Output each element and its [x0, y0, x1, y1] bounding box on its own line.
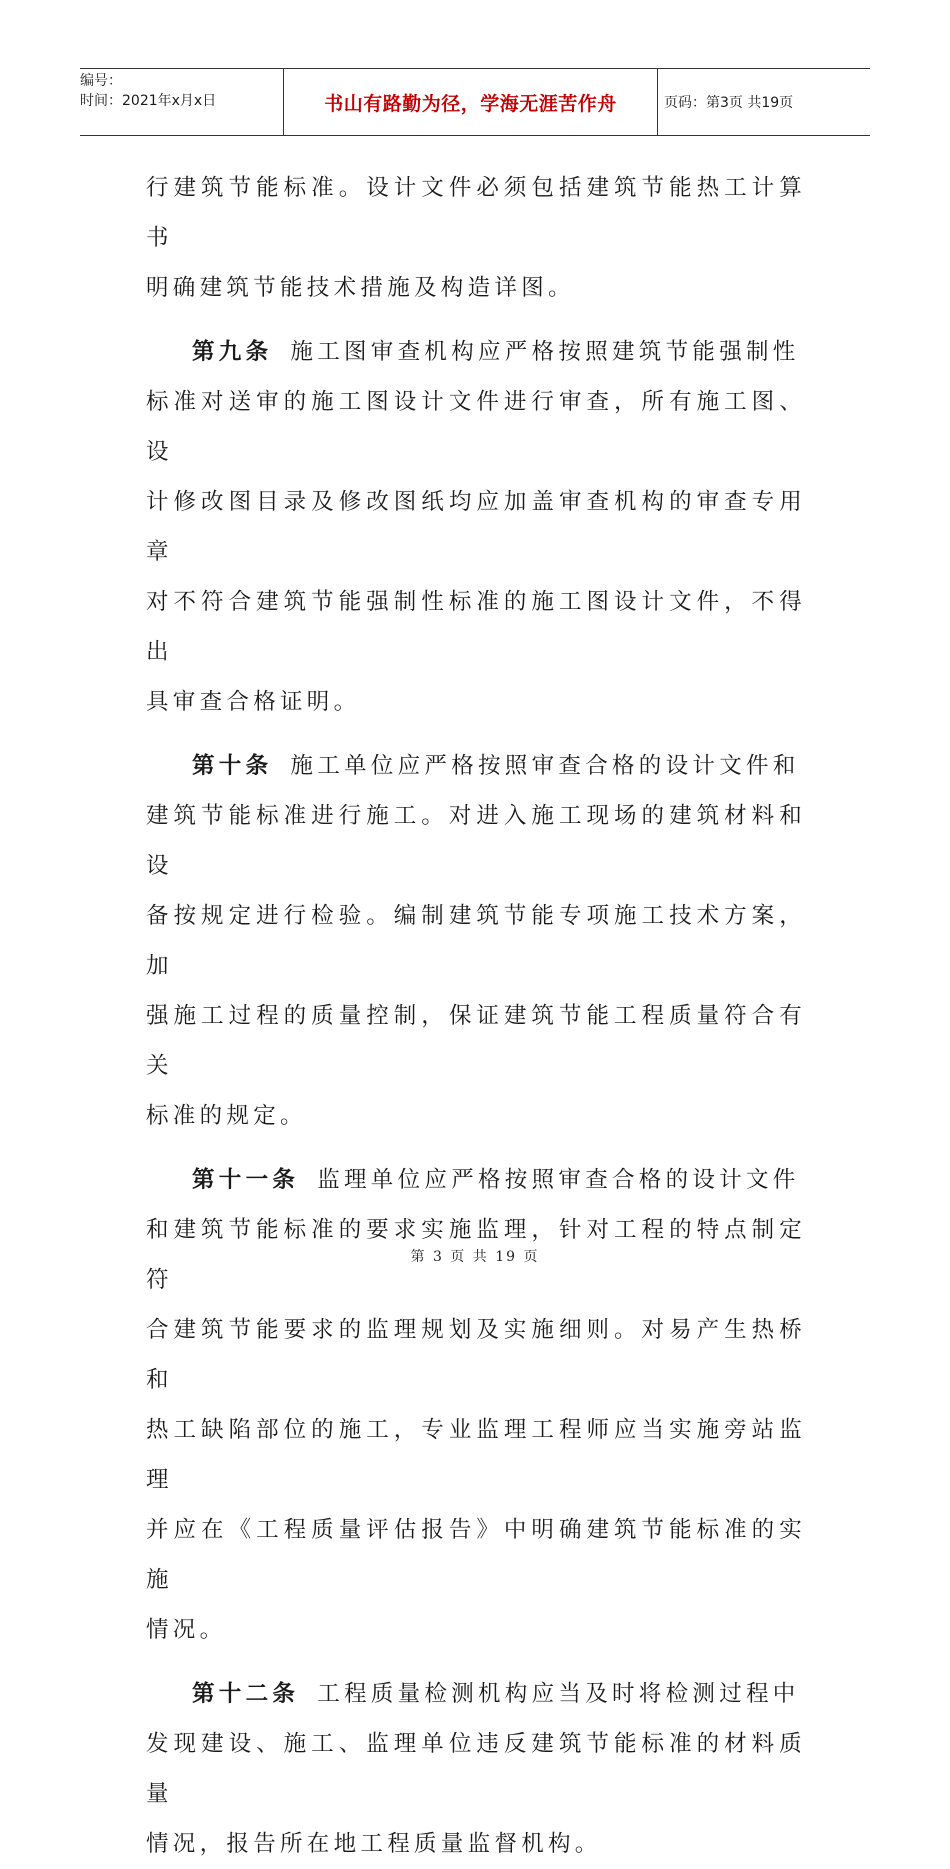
article-12	[146, 1669, 806, 1719]
body-line: 和建筑节能标准的要求实施监理，针对工程的特点制定符	[146, 1217, 806, 1293]
header-motto-cell	[284, 69, 658, 135]
body-line: 并应在《工程质量评估报告》中明确建筑节能标准的实施	[146, 1517, 806, 1593]
header-motto: 书山有路勤为径，学海无涯苦作舟	[324, 92, 617, 115]
header-time: 时间：2021年x月x日	[80, 93, 217, 109]
body-line: 计修改图目录及修改图纸均应加盖审查机构的审查专用章	[146, 489, 806, 565]
article-label: 第九条	[192, 339, 273, 365]
body-line: 强施工过程的质量控制，保证建筑节能工程质量符合有关	[146, 1003, 806, 1079]
page-footer: 第 3 页 共 19 页	[410, 1249, 540, 1265]
article-label: 第十二条	[192, 1681, 300, 1707]
body-line: 明确建筑节能技术措施及构造详图。	[146, 275, 575, 301]
article-label: 第十一条	[192, 1167, 300, 1193]
article-10	[146, 741, 806, 791]
body-line: 发现建设、施工、监理单位违反建筑节能标准的材料质量	[146, 1731, 806, 1807]
body-line: 备按规定进行检验。编制建筑节能专项施工技术方案，加	[146, 903, 806, 979]
body-line: 标准对送审的施工图设计文件进行审查，所有施工图、设	[146, 389, 806, 465]
body-line: 情况，报告所在地工程质量监督机构。	[146, 1831, 602, 1857]
header-number: 编号：	[80, 73, 122, 89]
page-header	[80, 68, 870, 136]
body-line: 合建筑节能要求的监理规划及实施细则。对易产生热桥和	[146, 1317, 806, 1393]
article-text: 工程质量检测机构应当及时将检测过程中	[317, 1681, 800, 1707]
article-text: 施工图审查机构应严格按照建筑节能强制性	[290, 339, 800, 365]
body-line: 标准的规定。	[146, 1103, 307, 1129]
article-text: 施工单位应严格按照审查合格的设计文件和	[290, 753, 800, 779]
body-line: 情况。	[146, 1617, 227, 1643]
body-line: 热工缺陷部位的施工，专业监理工程师应当实施旁站监理	[146, 1417, 806, 1493]
header-meta	[80, 69, 284, 135]
body-line: 具审查合格证明。	[146, 689, 361, 715]
article-11	[146, 1155, 806, 1205]
header-page-info: 页码：第3页 共19页	[664, 95, 794, 111]
article-9	[146, 327, 806, 377]
body-line: 行建筑节能标准。设计文件必须包括建筑节能热工计算书	[146, 175, 806, 251]
document-body	[146, 163, 806, 1869]
article-text: 监理单位应严格按照审查合格的设计文件	[317, 1167, 800, 1193]
body-line: 对不符合建筑节能强制性标准的施工图设计文件，不得出	[146, 589, 806, 665]
body-line: 建筑节能标准进行施工。对进入施工现场的建筑材料和设	[146, 803, 806, 879]
article-label: 第十条	[192, 753, 273, 779]
